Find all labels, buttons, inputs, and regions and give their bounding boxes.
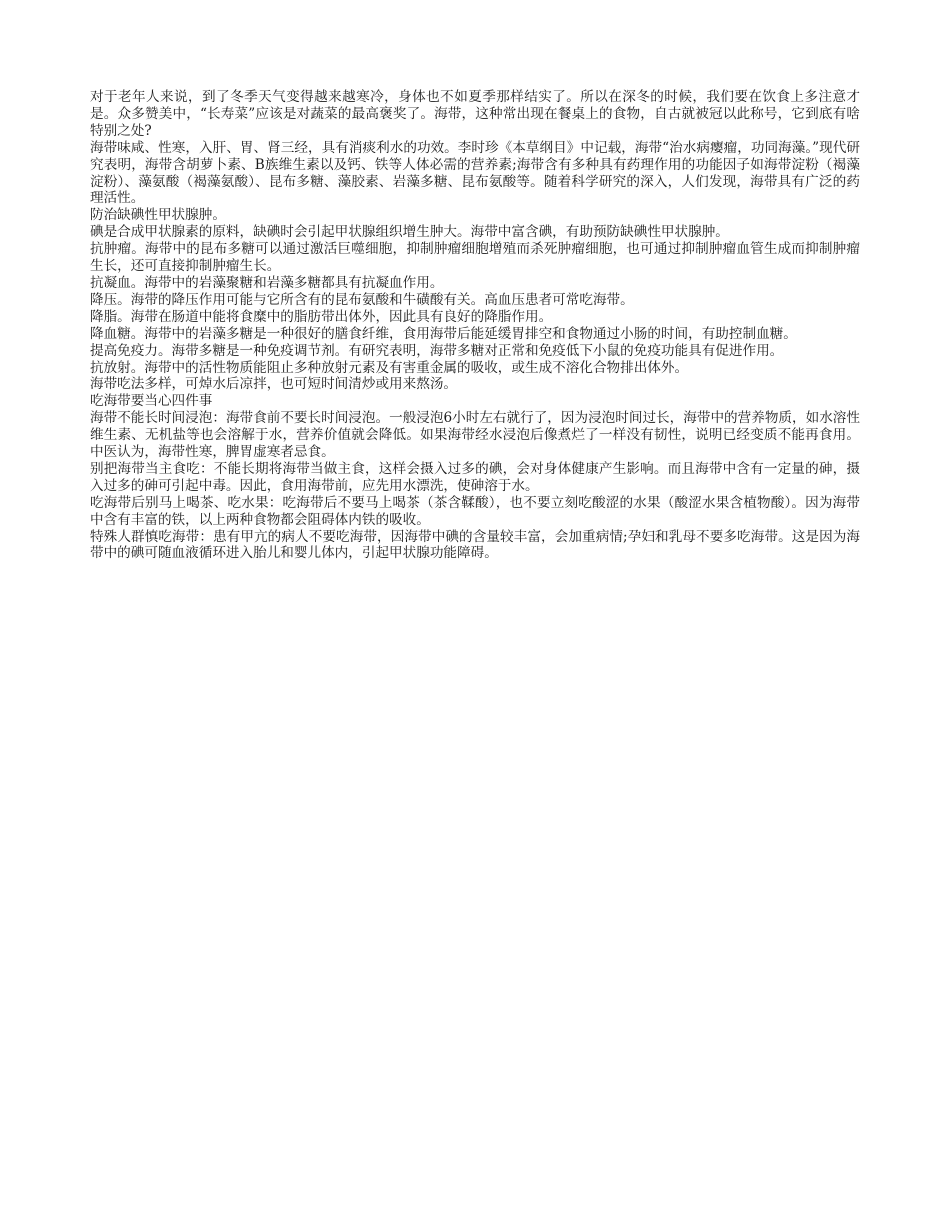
paragraph-heading-cautions: 吃海带要当心四件事: [90, 393, 213, 410]
paragraph-soaking: 海带不能长时间浸泡：海带食前不要长时间浸泡。一般浸泡6小时左右就行了，因为浸泡时间过长，海带中的营养物质，如水溶性维生素、无机盐等也会溶解于水，营养价值就会降低。如果海带经水浸泡后像煮烂了一样没有韧性，说明已经变质不能再食用。中医认为，海带性寒，脾胃虚寒者忌食。: [90, 410, 860, 461]
paragraph-properties: 海带味咸、性寒，入肝、胃、肾三经，具有消痰利水的功效。李时珍《本草纲目》中记载，海带“治水病瘿瘤，功同海藻。”现代研究表明，海带含胡萝卜素、B族维生素以及钙、铁等人体必需的营养素;海带含有多种具有药理作用的功能因子如海带淀粉（褐藻淀粉）、藻氨酸（褐藻氨酸）、昆布多糖、藻胶素、岩藻多糖、昆布氨酸等。随着科学研究的深入，人们发现，海带具有广泛的药理活性。: [90, 139, 860, 207]
paragraph-anticoagulant: 抗凝血。海带中的岩藻聚糖和岩藻多糖都具有抗凝血作用。: [90, 274, 444, 291]
paragraph-blood-sugar: 降血糖。海带中的岩藻多糖是一种很好的膳食纤维，食用海带后能延缓胃排空和食物通过小肠的时间，有助控制血糖。: [90, 325, 797, 342]
paragraph-tea-fruit: 吃海带后别马上喝茶、吃水果：吃海带后不要马上喝茶（茶含鞣酸），也不要立刻吃酸涩的水果（酸涩水果含植物酸）。因为海带中含有丰富的铁，以上两种食物都会阻碍体内铁的吸收。: [90, 494, 860, 528]
paragraph-radiation: 抗放射。海带中的活性物质能阻止多种放射元素及有害重金属的吸收，或生成不溶化合物排出体外。: [90, 359, 689, 376]
paragraph-immunity: 提高免疫力。海带多糖是一种免疫调节剂。有研究表明，海带多糖对正常和免疫低下小鼠的免疫功能具有促进作用。: [90, 342, 784, 359]
paragraph-blood-pressure: 降压。海带的降压作用可能与它所含有的昆布氨酸和牛磺酸有关。高血压患者可常吃海带。: [90, 291, 634, 308]
paragraph-staple-food: 别把海带当主食吃：不能长期将海带当做主食，这样会摄入过多的碘，会对身体健康产生影响。而且海带中含有一定量的砷，摄入过多的砷可引起中毒。因此，食用海带前，应先用水漂洗，使砷溶于水。: [90, 460, 860, 494]
paragraph-cooking: 海带吃法多样，可焯水后凉拌，也可短时间清炒或用来熬汤。: [90, 376, 458, 393]
document-body: [90, 89, 860, 562]
paragraph-special-groups: 特殊人群慎吃海带：患有甲亢的病人不要吃海带，因海带中碘的含量较丰富，会加重病情;孕妇和乳母不要多吃海带。这是因为海带中的碘可随血液循环进入胎儿和婴儿体内，引起甲状腺功能障碍。: [90, 528, 860, 562]
paragraph-heading-goiter: 防治缺碘性甲状腺肿。: [90, 207, 226, 224]
paragraph-iodine: 碘是合成甲状腺素的原料，缺碘时会引起甲状腺组织增生肿大。海带中富含碘，有助预防缺碘性甲状腺肿。: [90, 224, 729, 241]
paragraph-intro: 对于老年人来说，到了冬季天气变得越来越寒冷，身体也不如夏季那样结实了。所以在深冬的时候，我们要在饮食上多注意才是。众多赞美中，“长寿菜”应该是对蔬菜的最高褒奖了。海带，这种常出现在餐桌上的食物，自古就被冠以此称号，它到底有啥特别之处?: [90, 89, 860, 139]
paragraph-antitumor: 抗肿瘤。海带中的昆布多糖可以通过激活巨噬细胞，抑制肿瘤细胞增殖而杀死肿瘤细胞，也可通过抑制肿瘤血管生成而抑制肿瘤生长，还可直接抑制肿瘤生长。: [90, 241, 860, 275]
paragraph-lipid: 降脂。海带在肠道中能将食糜中的脂肪带出体外，因此具有良好的降脂作用。: [90, 308, 553, 325]
